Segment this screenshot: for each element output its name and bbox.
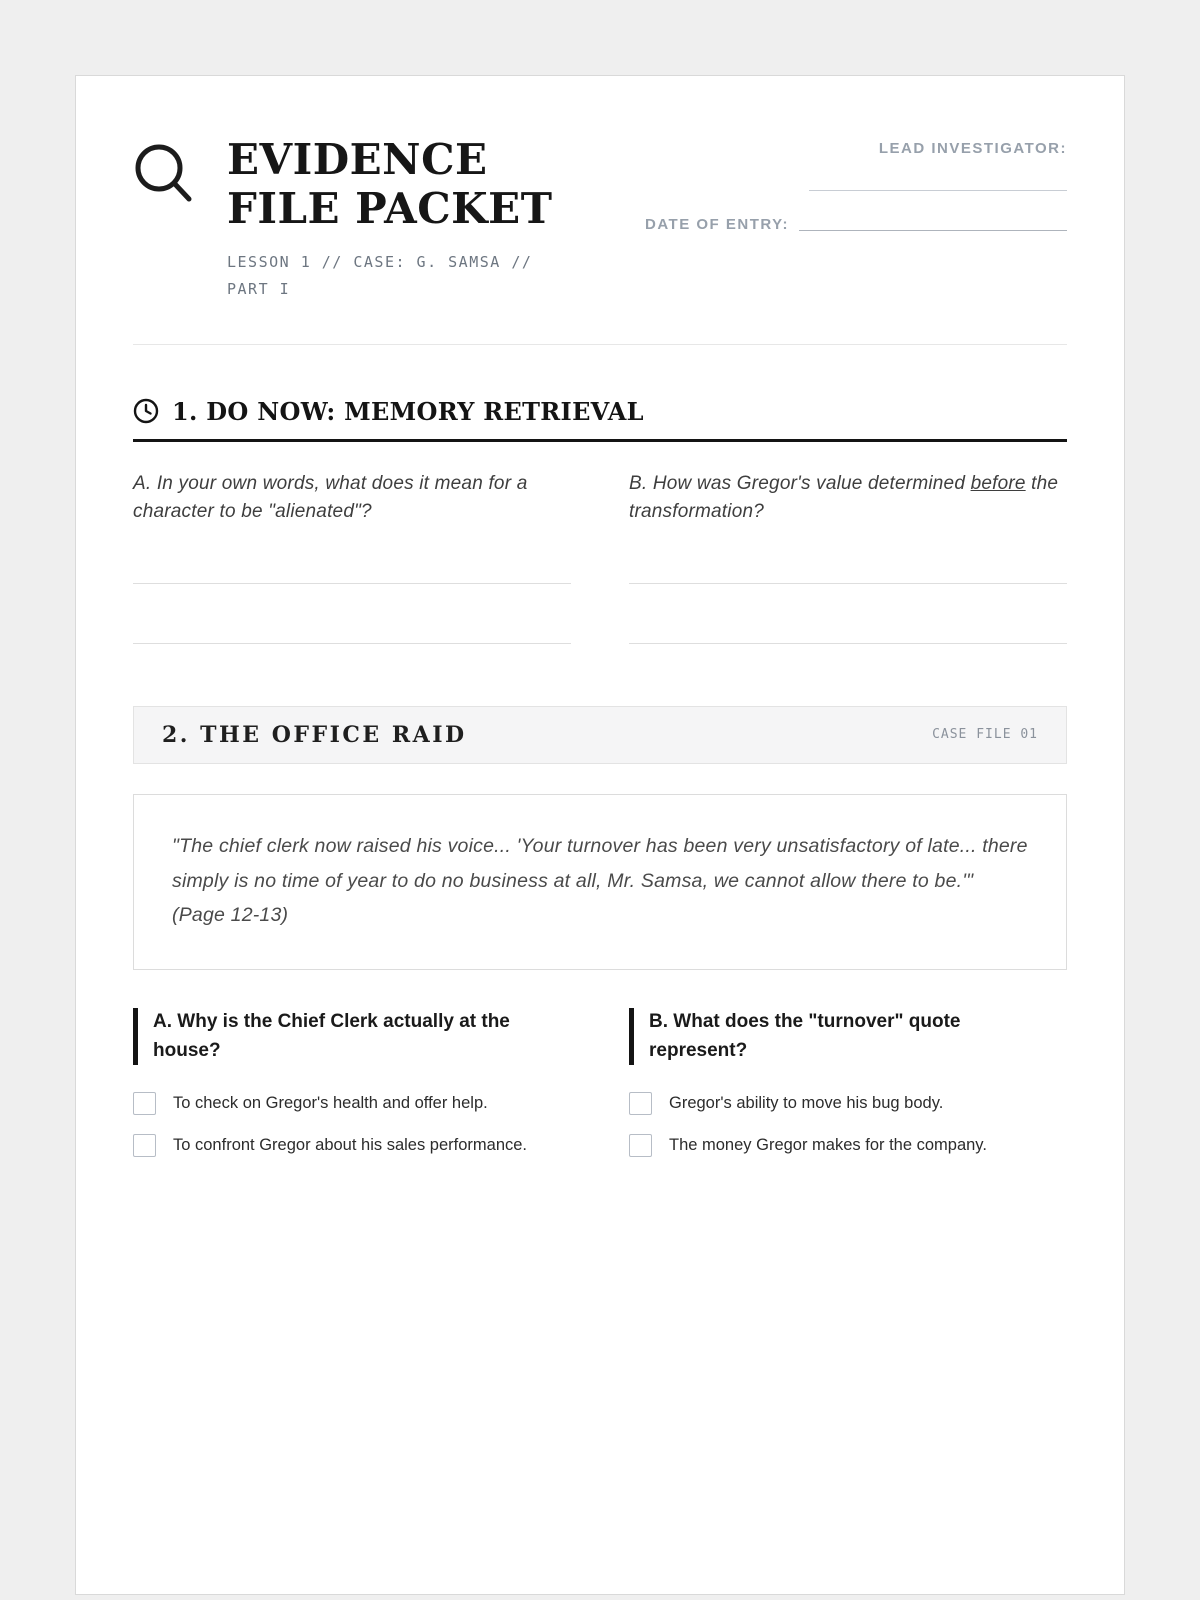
do-now-question-a-column (133, 470, 571, 644)
do-now-questions (133, 470, 1067, 644)
office-raid-banner (133, 706, 1067, 764)
underlined-word: before (970, 472, 1026, 494)
checkbox-b2[interactable] (629, 1134, 652, 1157)
do-now-question-b-column (629, 470, 1067, 644)
do-now-heading: 1. DO NOW: MEMORY RETRIEVAL (172, 396, 644, 426)
office-raid-heading: 2. THE OFFICE RAID (162, 721, 467, 748)
option-row (629, 1133, 1067, 1158)
header (133, 136, 1067, 302)
do-now-question-a-text: A. In your own words, what does it mean for a character to be "alienated"? (133, 472, 528, 523)
mcq-question-b-header: B. What does the "turnover" quote represent? (629, 1008, 1049, 1065)
checkbox-a2[interactable] (133, 1134, 156, 1157)
header-divider (133, 344, 1067, 345)
date-of-entry-row (645, 216, 1067, 233)
mcq-question-b-options (629, 1091, 1067, 1158)
case-file-badge: CASE FILE 01 (932, 727, 1038, 743)
mcq-question-a-header: A. Why is the Chief Clerk actually at the house? (133, 1008, 553, 1065)
evidence-quote-text: "The chief clerk now raised his voice... 'Your turnover has been very unsatisfactory of late... there simply is no time of year to do no business at all, Mr. Samsa, we cannot allow there to be.'" (Page 12-13) (172, 834, 1028, 927)
worksheet-page (75, 75, 1125, 1595)
magnifier-icon (133, 142, 193, 204)
do-now-section (133, 397, 1067, 644)
do-now-question-b-text: B. How was Gregor's value determined before the transformation? (629, 472, 1059, 523)
page-title: EVIDENCE FILE PACKET (227, 135, 553, 233)
lesson-subtitle: LESSON 1 // CASE: G. SAMSA // PART I (227, 253, 533, 298)
lead-investigator-label: LEAD INVESTIGATOR: (878, 140, 1067, 157)
option-row (629, 1091, 1067, 1116)
option-a2-label: To confront Gregor about his sales performance. (173, 1135, 528, 1154)
header-left (133, 136, 597, 302)
answer-line (133, 583, 571, 584)
evidence-quote-box (133, 794, 1067, 970)
header-right (645, 136, 1067, 302)
date-of-entry-label: DATE OF ENTRY: (645, 216, 790, 233)
mcq-question-a-column (133, 1008, 571, 1175)
option-b2-label: The money Gregor makes for the company. (669, 1135, 987, 1154)
office-raid-questions (133, 1008, 1067, 1175)
answer-line (629, 643, 1067, 644)
answer-line (629, 583, 1067, 584)
lead-investigator-blank-line (809, 190, 1067, 191)
mcq-question-a-options (133, 1091, 571, 1158)
checkbox-a1[interactable] (133, 1092, 156, 1115)
option-row (133, 1133, 571, 1158)
answer-line (133, 643, 571, 644)
clock-icon (133, 398, 159, 424)
option-b1-label: Gregor's ability to move his bug body. (669, 1094, 944, 1113)
mcq-question-b-column (629, 1008, 1067, 1175)
date-of-entry-blank-line (799, 230, 1067, 231)
option-row (133, 1091, 571, 1116)
title-block (227, 136, 597, 302)
do-now-heading-row (133, 397, 1067, 442)
checkbox-b1[interactable] (629, 1092, 652, 1115)
option-a1-label: To check on Gregor's health and offer help. (173, 1094, 488, 1113)
